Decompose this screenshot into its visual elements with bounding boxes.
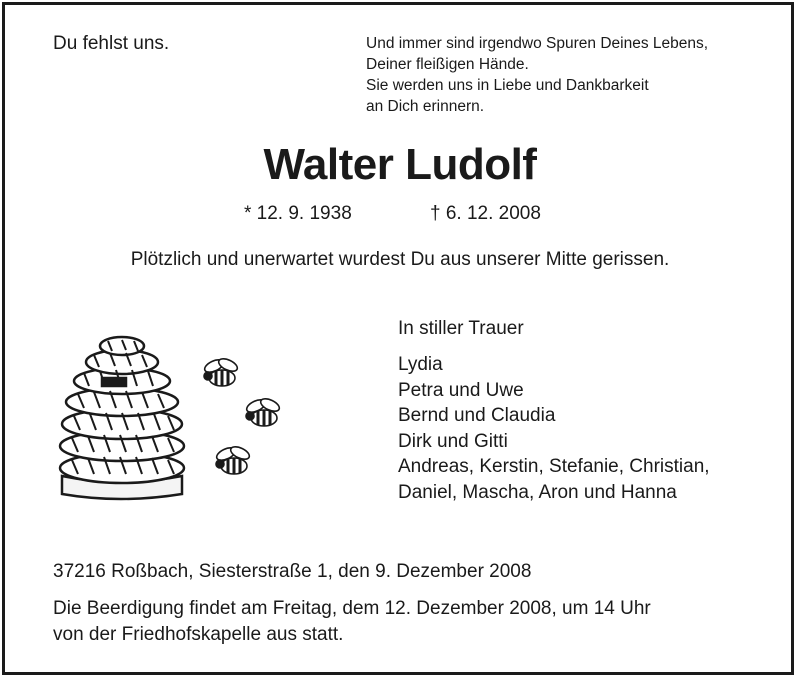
funeral-line: Die Beerdigung findet am Freitag, dem 12. Dezember 2008, um 14 Uhr xyxy=(53,598,651,619)
beehive-illustration xyxy=(50,328,300,518)
greeting: Du fehlst uns. xyxy=(53,33,170,54)
poem-line: an Dich erinnern. xyxy=(366,98,485,115)
deceased-name: Walter Ludolf xyxy=(263,140,537,189)
poem xyxy=(366,33,708,117)
family-member: Lydia xyxy=(398,354,443,375)
family-member: Daniel, Mascha, Aron und Hanna xyxy=(398,481,677,503)
bee-icon xyxy=(215,444,251,474)
funeral-notice xyxy=(53,596,651,648)
beehive-icon xyxy=(60,337,184,499)
family-list xyxy=(398,352,710,505)
bee-icon xyxy=(203,356,239,386)
family-member: Bernd und Claudia xyxy=(398,405,556,426)
death-date: † 6. 12. 2008 xyxy=(430,203,541,224)
memorial-quote: Plötzlich und unerwartet wurdest Du aus unserer Mitte gerissen. xyxy=(130,249,670,270)
bee-icon xyxy=(245,396,281,426)
poem-line: Deiner fleißigen Hände. xyxy=(366,56,529,73)
family-member: Petra und Uwe xyxy=(398,379,524,401)
family-member: Andreas, Kerstin, Stefanie, Christian, xyxy=(398,456,710,477)
mourning-heading: In stiller Trauer xyxy=(398,318,524,339)
family-member: Dirk und Gitti xyxy=(398,430,508,452)
place-date: 37216 Roßbach, Siesterstraße 1, den 9. Dezember 2008 xyxy=(53,561,532,582)
funeral-line: von der Friedhofskapelle aus statt. xyxy=(53,624,344,645)
poem-line: Und immer sind irgendwo Spuren Deines Lebens, xyxy=(366,35,709,52)
birth-date: * 12. 9. 1938 xyxy=(244,203,352,224)
poem-line: Sie werden uns in Liebe und Dankbarkeit xyxy=(366,77,649,94)
